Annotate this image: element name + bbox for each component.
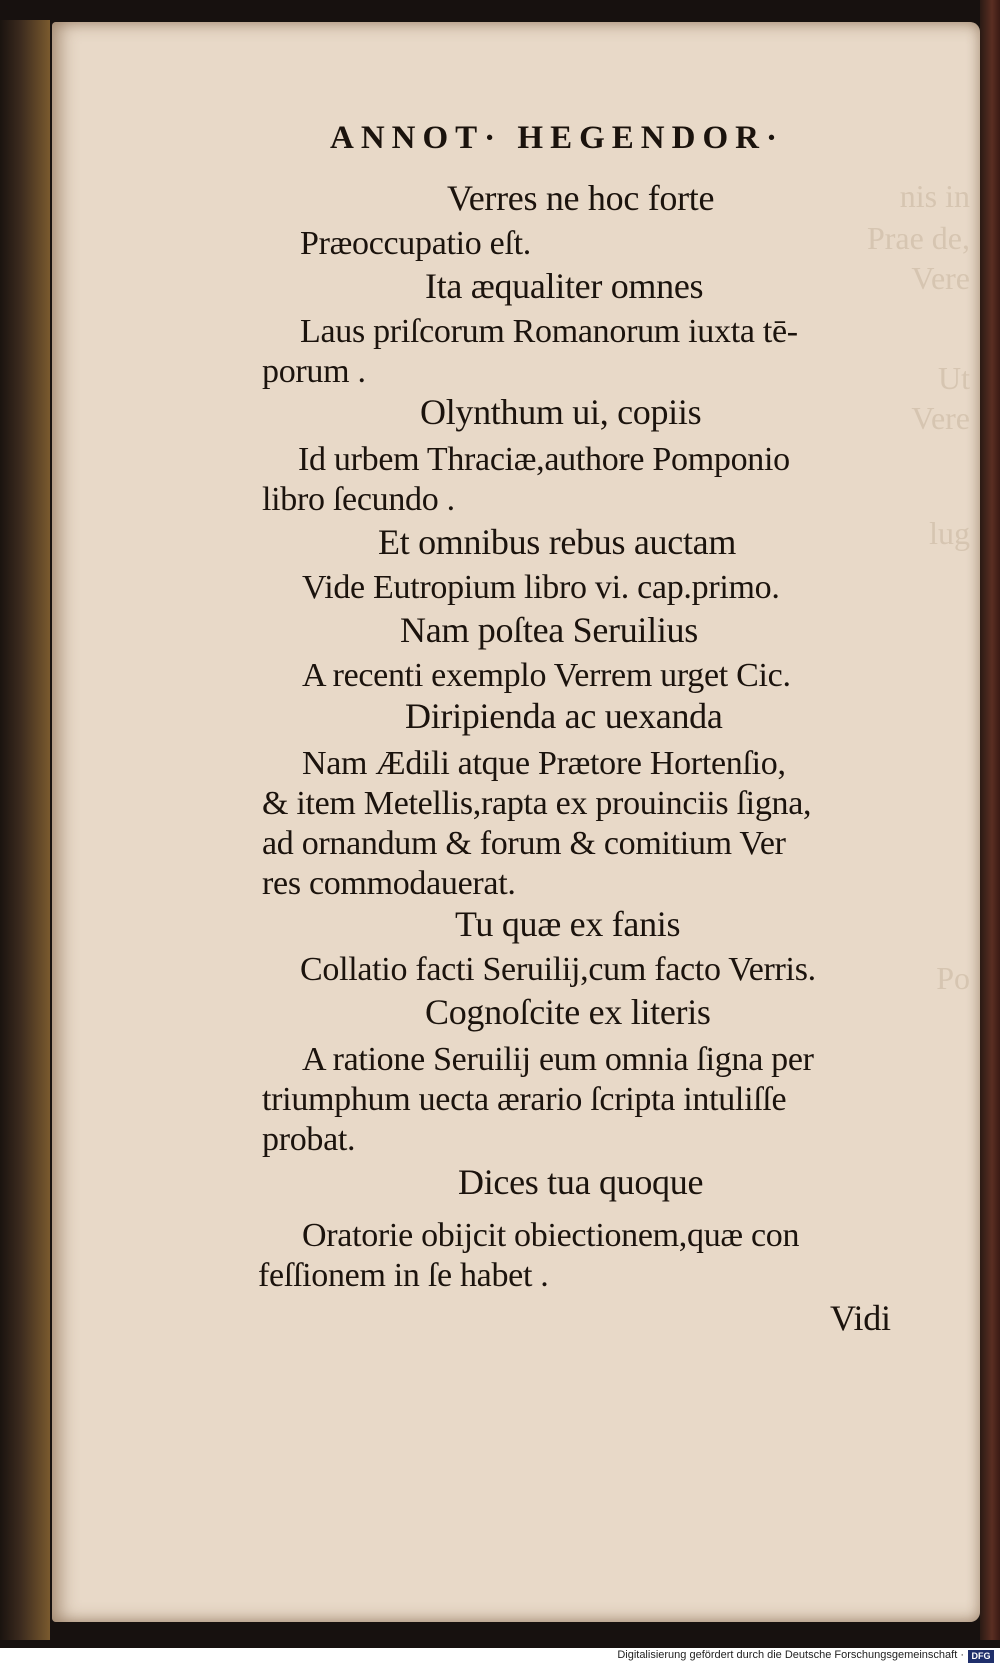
bleed-line: Prae de, (866, 220, 970, 256)
lemma-line: Diripienda ac uexanda (405, 696, 723, 736)
commentary-line: libro ſecundo . (262, 481, 455, 518)
lemma-line: Tu quæ ex fanis (455, 904, 681, 944)
commentary-line: triumphum uecta ærario ſcripta intuliſſe (262, 1081, 787, 1118)
commentary-line: Præoccupatio eſt. (300, 225, 531, 262)
lemma-line: Nam poſtea Seruilius (400, 610, 698, 650)
lemma-line: Ita æqualiter omnes (425, 266, 704, 306)
dfg-logo: DFG (968, 1650, 994, 1663)
commentary-line: & item Metellis,rapta ex prouinciis ſigna, (262, 785, 812, 822)
bleed-line: Po (936, 960, 970, 996)
bleed-line: nis in (899, 178, 970, 214)
bleed-line: Ut (938, 360, 970, 396)
running-header: ANNOT· HEGENDOR· (330, 120, 784, 156)
commentary-line: probat. (262, 1121, 356, 1158)
commentary-line: A ratione Seruilij eum omnia ſigna per (302, 1041, 814, 1078)
commentary-line: Laus priſcorum Romanorum iuxta tē- (300, 313, 798, 350)
lemma-line: Olynthum ui, copiis (420, 392, 702, 432)
commentary-line: ad ornandum & forum & comitium Ver (262, 825, 786, 862)
commentary-line: Collatio facti Seruilij,cum facto Verris. (300, 951, 816, 988)
lemma-line: Et omnibus rebus auctam (378, 522, 737, 562)
commentary-line: Vide Eutropium libro vi. cap.primo. (302, 569, 780, 606)
commentary-line: Oratorie obijcit obiectionem,quæ con (302, 1217, 800, 1254)
lemma-line: Verres ne hoc forte (447, 178, 715, 218)
commentary-line: Id urbem Thraciæ,authore Pomponio (298, 441, 790, 478)
lemma-line: Dices tua quoque (458, 1162, 704, 1202)
digitization-footer (0, 1648, 1000, 1666)
commentary-line: res commodauerat. (262, 865, 516, 902)
commentary-line: A recenti exemplo Verrem urget Cic. (302, 657, 791, 694)
bleed-line: lug (929, 515, 970, 551)
bleed-line: Vere (911, 400, 970, 436)
catchword: Vidi (830, 1298, 891, 1338)
commentary-line: feſſionem in ſe habet . (258, 1257, 549, 1294)
commentary-line: porum . (262, 353, 366, 390)
commentary-line: Nam Ædili atque Prætore Hortenſio, (302, 745, 786, 782)
footer-credit: Digitalisierung gefördert durch die Deutsche Forschungsgemeinschaft · (617, 1649, 964, 1661)
lemma-line: Cognoſcite ex literis (425, 992, 711, 1032)
bleed-line: Vere (911, 260, 970, 296)
